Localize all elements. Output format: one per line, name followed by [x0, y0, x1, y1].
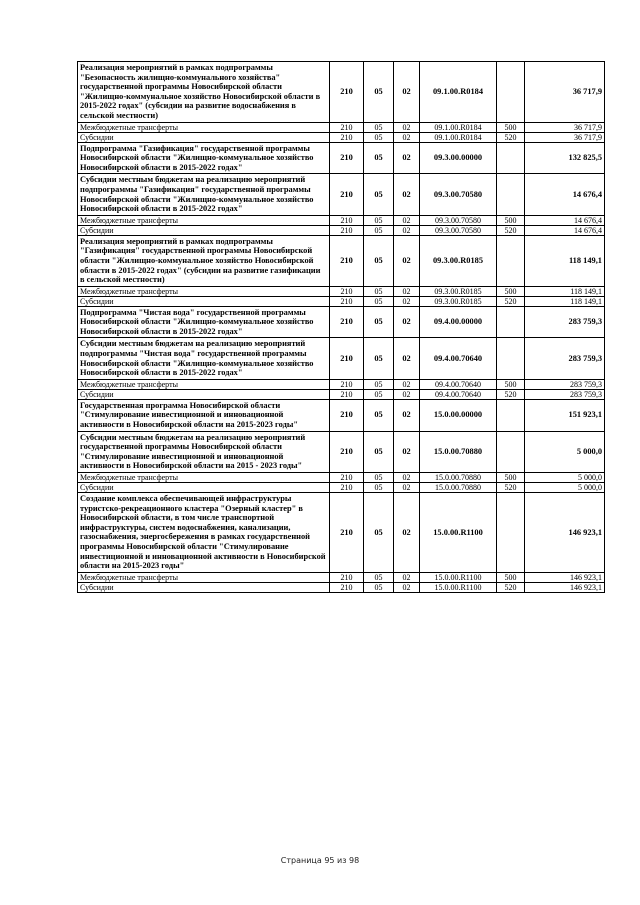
table-row	[78, 389, 605, 399]
amount-cell: 132 825,5	[525, 142, 605, 174]
amount-cell: 146 923,1	[525, 582, 605, 592]
table-row	[78, 132, 605, 142]
table-row	[78, 235, 605, 286]
section-code-cell: 05	[364, 582, 394, 592]
ved-code-cell: 210	[330, 473, 364, 483]
section-code-cell: 05	[364, 338, 394, 379]
target-article-cell: 15.0.00.R1100	[420, 582, 497, 592]
row-name-cell: Создание комплекса обеспечивающей инфраструктуры туристско-рекреационного кластера "Озерный кластер" в Новосибирской области, в том числе транспортной инфраструктуры, систем водоснабжения, канализации, газоснабжения, энергосбережения в рамках государственной программы Новосибирской области "Стимулирование инвестиционной и инновационной активности в Новосибирской области на 2015-2023 годы"	[78, 493, 330, 573]
table-row	[78, 399, 605, 431]
row-name-cell: Субсидии	[78, 389, 330, 399]
section-code-cell: 05	[364, 306, 394, 338]
table-row	[78, 215, 605, 225]
amount-cell: 146 923,1	[525, 572, 605, 582]
ved-code-cell: 210	[330, 389, 364, 399]
amount-cell: 14 676,4	[525, 215, 605, 225]
table-row	[78, 338, 605, 379]
subsection-code-cell: 02	[394, 235, 420, 286]
ved-code-cell: 210	[330, 306, 364, 338]
target-article-cell: 09.1.00.R0184	[420, 132, 497, 142]
amount-cell: 14 676,4	[525, 225, 605, 235]
expense-type-cell: 520	[497, 225, 525, 235]
target-article-cell: 09.4.00.00000	[420, 306, 497, 338]
budget-table-sheet	[77, 61, 604, 593]
expense-type-cell: 520	[497, 483, 525, 493]
expense-type-cell	[497, 431, 525, 472]
subsection-code-cell: 02	[394, 572, 420, 582]
subsection-code-cell: 02	[394, 215, 420, 225]
expense-type-cell: 520	[497, 582, 525, 592]
expense-type-cell	[497, 306, 525, 338]
section-code-cell: 05	[364, 399, 394, 431]
amount-cell: 283 759,3	[525, 338, 605, 379]
table-row	[78, 62, 605, 123]
expense-type-cell: 500	[497, 286, 525, 296]
target-article-cell: 09.1.00.R0184	[420, 122, 497, 132]
section-code-cell: 05	[364, 225, 394, 235]
subsection-code-cell: 02	[394, 379, 420, 389]
row-name-cell: Подпрограмма "Газификация" государственной программы Новосибирской области "Жилищно-коммунальное хозяйство Новосибирской области в 2015-2022 годах"	[78, 142, 330, 174]
ved-code-cell: 210	[330, 215, 364, 225]
expense-type-cell: 500	[497, 572, 525, 582]
subsection-code-cell: 02	[394, 62, 420, 123]
row-name-cell: Субсидии	[78, 132, 330, 142]
subsection-code-cell: 02	[394, 582, 420, 592]
table-row	[78, 493, 605, 573]
section-code-cell: 05	[364, 122, 394, 132]
ved-code-cell: 210	[330, 582, 364, 592]
expense-type-cell	[497, 235, 525, 286]
subsection-code-cell: 02	[394, 483, 420, 493]
ved-code-cell: 210	[330, 132, 364, 142]
table-row	[78, 306, 605, 338]
amount-cell: 283 759,3	[525, 389, 605, 399]
table-row	[78, 483, 605, 493]
target-article-cell: 09.3.00.R0185	[420, 296, 497, 306]
target-article-cell: 09.1.00.R0184	[420, 62, 497, 123]
amount-cell: 146 923,1	[525, 493, 605, 573]
ved-code-cell: 210	[330, 174, 364, 215]
amount-cell: 5 000,0	[525, 473, 605, 483]
target-article-cell: 09.3.00.R0185	[420, 286, 497, 296]
expense-type-cell	[497, 142, 525, 174]
table-row	[78, 431, 605, 472]
row-name-cell: Реализация мероприятий в рамках подпрограммы "Газификация" государственной программы Новосибирской области "Жилищно-коммунальное хозяйство Новосибирской области в 2015-2022 годах" (субсидии на развитие газификации в сельской местности)	[78, 235, 330, 286]
amount-cell: 151 923,1	[525, 399, 605, 431]
amount-cell: 283 759,3	[525, 379, 605, 389]
table-row	[78, 296, 605, 306]
amount-cell: 5 000,0	[525, 431, 605, 472]
subsection-code-cell: 02	[394, 431, 420, 472]
amount-cell: 118 149,1	[525, 286, 605, 296]
target-article-cell: 09.4.00.70640	[420, 338, 497, 379]
target-article-cell: 09.3.00.00000	[420, 142, 497, 174]
expense-type-cell	[497, 493, 525, 573]
target-article-cell: 15.0.00.70880	[420, 473, 497, 483]
expense-type-cell: 500	[497, 473, 525, 483]
target-article-cell: 09.3.00.R0185	[420, 235, 497, 286]
ved-code-cell: 210	[330, 338, 364, 379]
expense-type-cell	[497, 399, 525, 431]
table-row	[78, 473, 605, 483]
subsection-code-cell: 02	[394, 132, 420, 142]
section-code-cell: 05	[364, 483, 394, 493]
amount-cell: 283 759,3	[525, 306, 605, 338]
row-name-cell: Субсидии местным бюджетам на реализацию мероприятий подпрограммы "Газификация" государственной программы Новосибирской области "Жилищно-коммунальное хозяйство Новосибирской области в 2015-2022 годах"	[78, 174, 330, 215]
section-code-cell: 05	[364, 142, 394, 174]
expense-type-cell: 520	[497, 296, 525, 306]
amount-cell: 36 717,9	[525, 122, 605, 132]
ved-code-cell: 210	[330, 286, 364, 296]
target-article-cell: 09.3.00.70580	[420, 174, 497, 215]
expense-type-cell: 500	[497, 215, 525, 225]
table-row	[78, 122, 605, 132]
ved-code-cell: 210	[330, 493, 364, 573]
section-code-cell: 05	[364, 296, 394, 306]
expense-type-cell	[497, 338, 525, 379]
section-code-cell: 05	[364, 215, 394, 225]
table-row	[78, 142, 605, 174]
subsection-code-cell: 02	[394, 174, 420, 215]
section-code-cell: 05	[364, 473, 394, 483]
expense-type-cell: 500	[497, 122, 525, 132]
ved-code-cell: 210	[330, 431, 364, 472]
target-article-cell: 09.4.00.70640	[420, 379, 497, 389]
target-article-cell: 09.4.00.70640	[420, 389, 497, 399]
section-code-cell: 05	[364, 389, 394, 399]
target-article-cell: 09.3.00.70580	[420, 215, 497, 225]
row-name-cell: Реализация мероприятий в рамках подпрограммы "Безопасность жилищно-коммунального хозяйства" государственной программы Новосибирской области "Жилищно-коммунальное хозяйство Новосибирской области в 2015-2022 годах" (субсидии на развитие водоснабжения в сельской местности)	[78, 62, 330, 123]
row-name-cell: Субсидии	[78, 582, 330, 592]
row-name-cell: Субсидии местным бюджетам на реализацию мероприятий государственной программы Новосибирской области "Стимулирование инвестиционной и инновационной активности в Новосибирской области на 2015 - 2023 годы"	[78, 431, 330, 472]
expense-type-cell: 520	[497, 389, 525, 399]
ved-code-cell: 210	[330, 572, 364, 582]
subsection-code-cell: 02	[394, 389, 420, 399]
table-row	[78, 379, 605, 389]
row-name-cell: Государственная программа Новосибирской области "Стимулирование инвестиционной и инновационной активности в Новосибирской области на 2015-2023 годы"	[78, 399, 330, 431]
row-name-cell: Субсидии	[78, 483, 330, 493]
row-name-cell: Межбюджетные трансферты	[78, 473, 330, 483]
target-article-cell: 15.0.00.70880	[420, 431, 497, 472]
budget-table	[77, 61, 605, 593]
target-article-cell: 15.0.00.00000	[420, 399, 497, 431]
row-name-cell: Межбюджетные трансферты	[78, 286, 330, 296]
table-row	[78, 572, 605, 582]
subsection-code-cell: 02	[394, 306, 420, 338]
section-code-cell: 05	[364, 493, 394, 573]
expense-type-cell: 520	[497, 132, 525, 142]
expense-type-cell	[497, 174, 525, 215]
section-code-cell: 05	[364, 235, 394, 286]
ved-code-cell: 210	[330, 379, 364, 389]
subsection-code-cell: 02	[394, 493, 420, 573]
ved-code-cell: 210	[330, 122, 364, 132]
row-name-cell: Субсидии местным бюджетам на реализацию мероприятий подпрограммы "Чистая вода" государственной программы Новосибирской области "Жилищно-коммунальное хозяйство Новосибирской области в 2015-2022 годах"	[78, 338, 330, 379]
expense-type-cell	[497, 62, 525, 123]
table-row	[78, 582, 605, 592]
subsection-code-cell: 02	[394, 296, 420, 306]
table-row	[78, 174, 605, 215]
section-code-cell: 05	[364, 379, 394, 389]
target-article-cell: 09.3.00.70580	[420, 225, 497, 235]
expense-type-cell: 500	[497, 379, 525, 389]
row-name-cell: Межбюджетные трансферты	[78, 122, 330, 132]
section-code-cell: 05	[364, 286, 394, 296]
subsection-code-cell: 02	[394, 338, 420, 379]
table-row	[78, 225, 605, 235]
subsection-code-cell: 02	[394, 142, 420, 174]
target-article-cell: 15.0.00.R1100	[420, 493, 497, 573]
ved-code-cell: 210	[330, 142, 364, 174]
row-name-cell: Межбюджетные трансферты	[78, 215, 330, 225]
amount-cell: 36 717,9	[525, 62, 605, 123]
ved-code-cell: 210	[330, 235, 364, 286]
subsection-code-cell: 02	[394, 473, 420, 483]
section-code-cell: 05	[364, 431, 394, 472]
section-code-cell: 05	[364, 174, 394, 215]
row-name-cell: Субсидии	[78, 296, 330, 306]
section-code-cell: 05	[364, 62, 394, 123]
subsection-code-cell: 02	[394, 225, 420, 235]
amount-cell: 5 000,0	[525, 483, 605, 493]
ved-code-cell: 210	[330, 483, 364, 493]
section-code-cell: 05	[364, 132, 394, 142]
row-name-cell: Межбюджетные трансферты	[78, 572, 330, 582]
ved-code-cell: 210	[330, 399, 364, 431]
row-name-cell: Межбюджетные трансферты	[78, 379, 330, 389]
ved-code-cell: 210	[330, 62, 364, 123]
target-article-cell: 15.0.00.R1100	[420, 572, 497, 582]
subsection-code-cell: 02	[394, 286, 420, 296]
ved-code-cell: 210	[330, 225, 364, 235]
table-body	[78, 62, 605, 593]
page-number: Страница 95 из 98	[280, 856, 360, 865]
subsection-code-cell: 02	[394, 399, 420, 431]
amount-cell: 14 676,4	[525, 174, 605, 215]
table-row	[78, 286, 605, 296]
target-article-cell: 15.0.00.70880	[420, 483, 497, 493]
subsection-code-cell: 02	[394, 122, 420, 132]
amount-cell: 118 149,1	[525, 235, 605, 286]
amount-cell: 118 149,1	[525, 296, 605, 306]
section-code-cell: 05	[364, 572, 394, 582]
row-name-cell: Подпрограмма "Чистая вода" государственной программы Новосибирской области "Жилищно-коммунальное хозяйство Новосибирской области в 2015-2022 годах"	[78, 306, 330, 338]
row-name-cell: Субсидии	[78, 225, 330, 235]
amount-cell: 36 717,9	[525, 132, 605, 142]
ved-code-cell: 210	[330, 296, 364, 306]
